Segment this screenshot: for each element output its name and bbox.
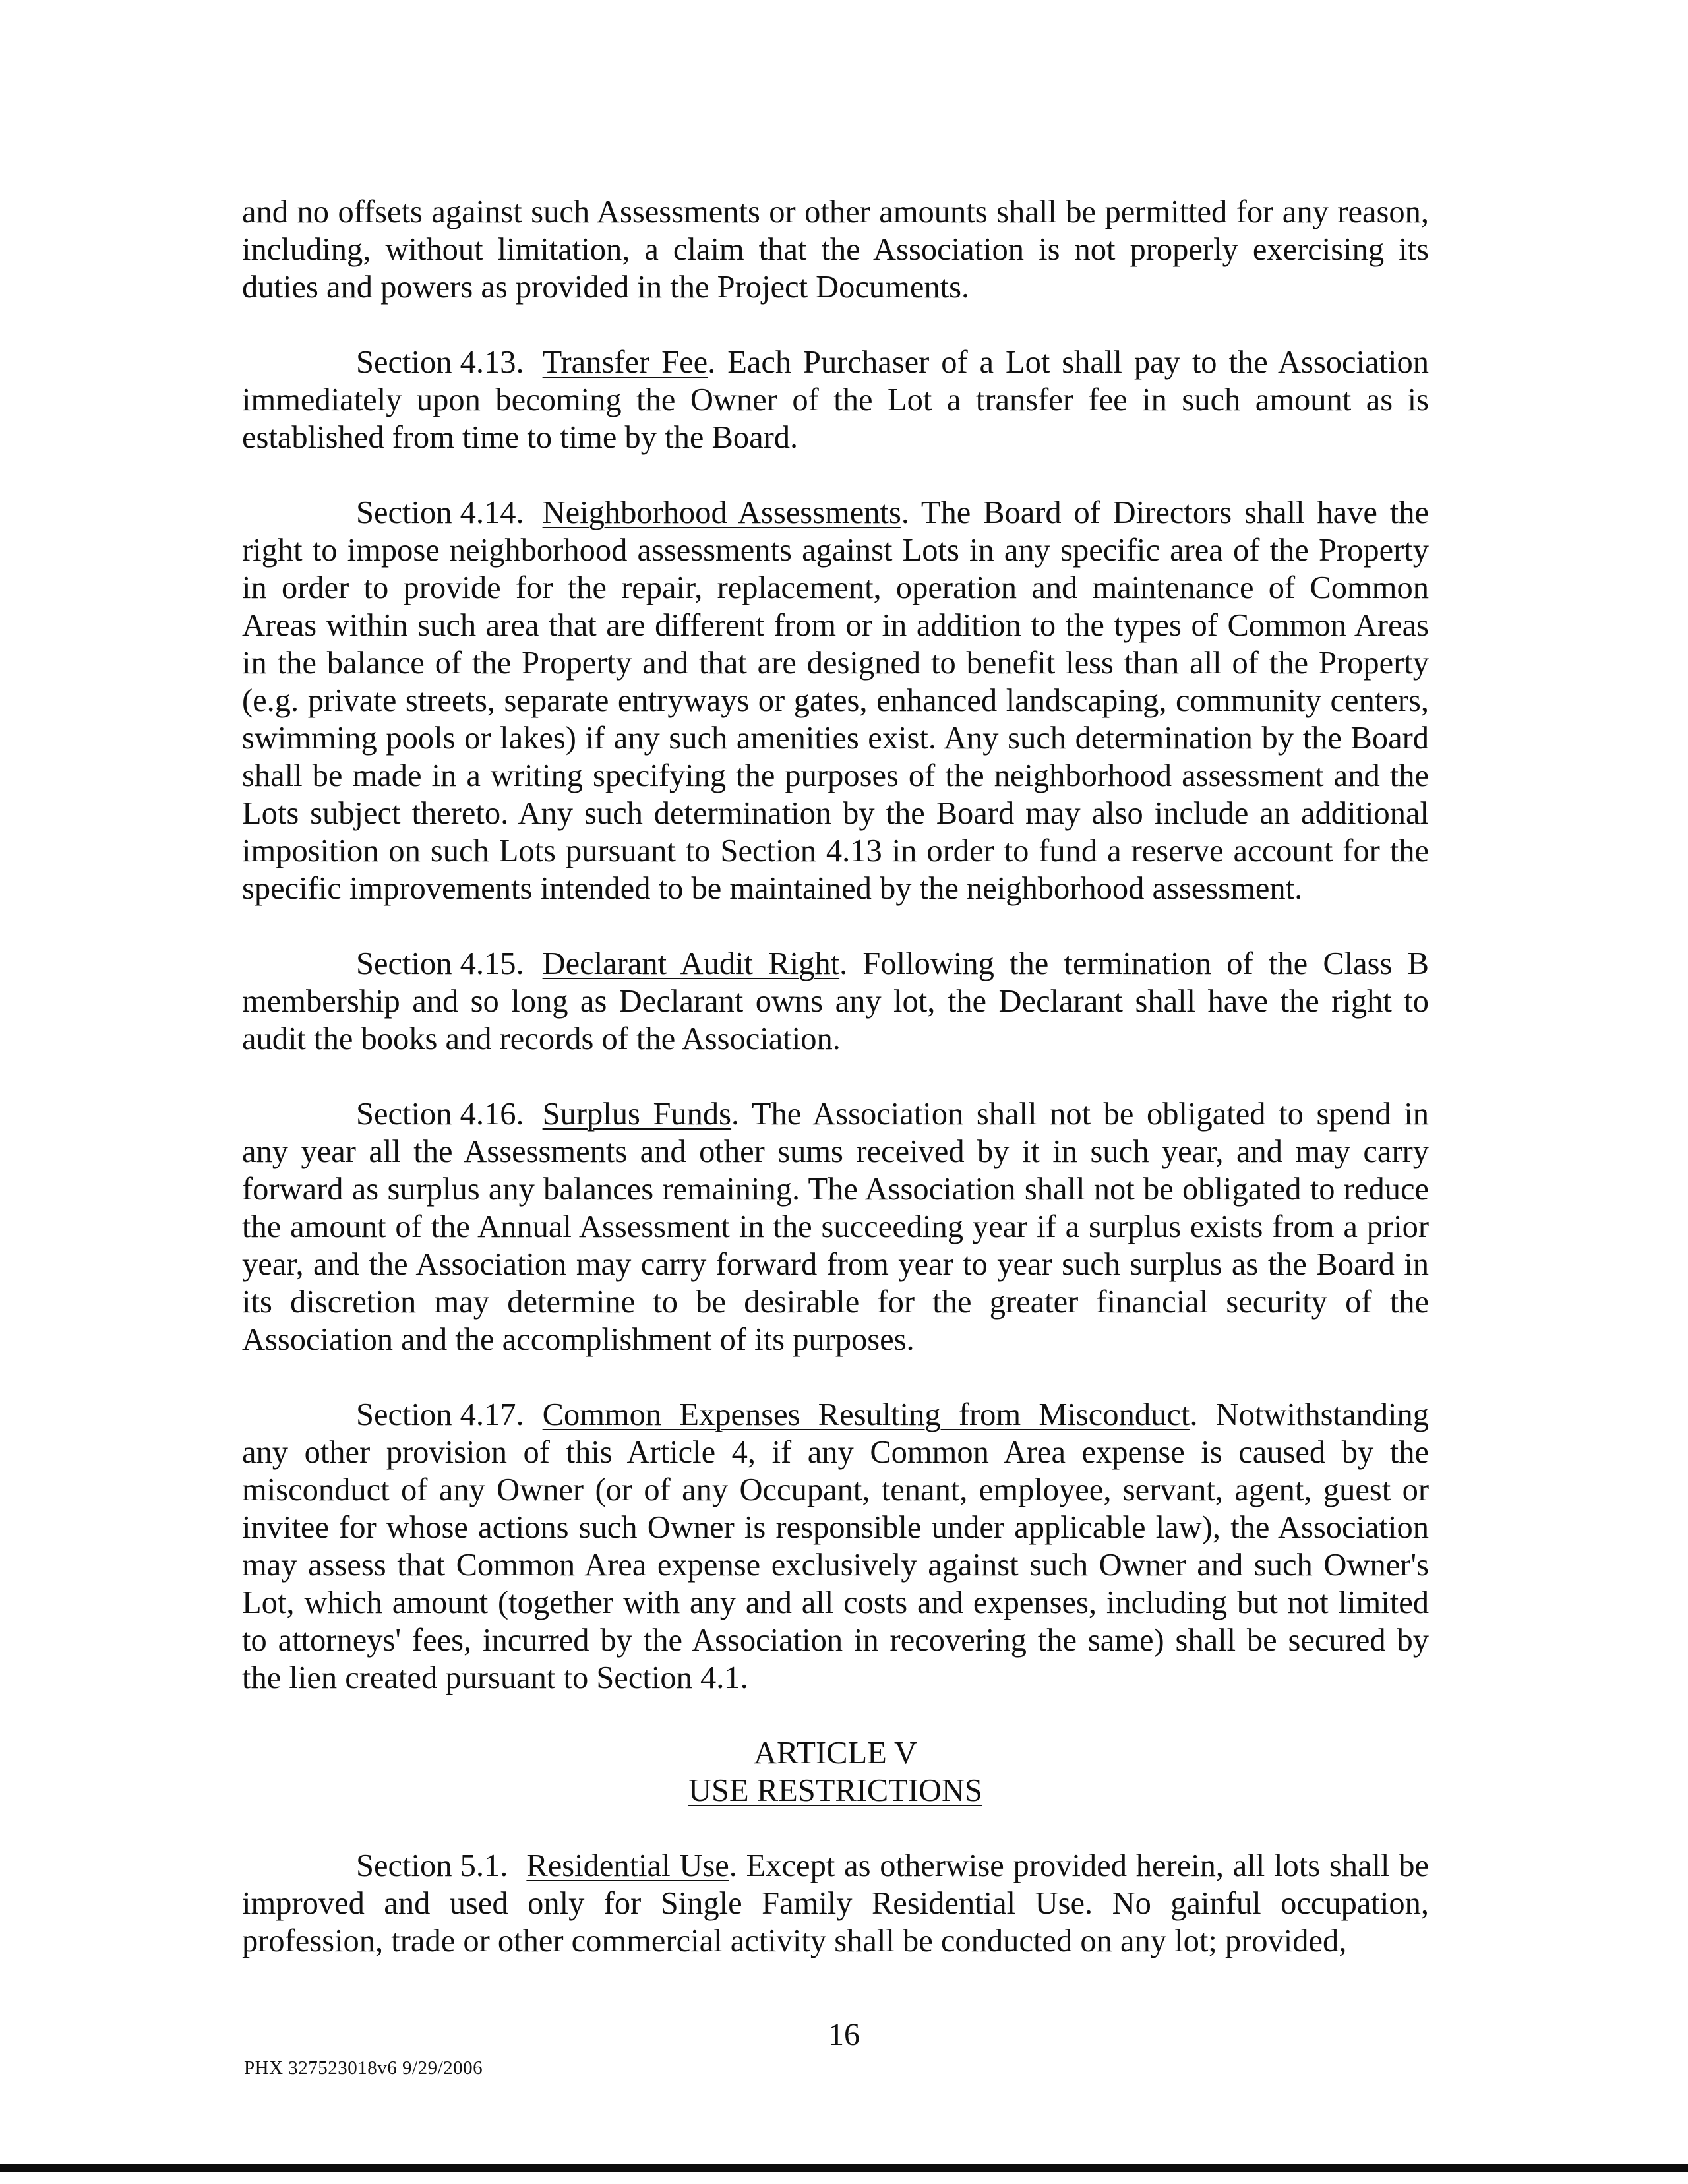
section-5-1-paragraph [242,1847,1429,1960]
continuation-paragraph: and no offsets against such Assessments or other amounts shall be permitted for any reason, including, without limitation, a claim that the Association is not properly exercising its duties and powers as provided in the Project Documents. [242,195,1429,305]
section-number: Section 4.16. [356,1097,524,1132]
section-number: Section 4.15. [356,946,524,981]
section-4-15-paragraph [242,945,1429,1058]
bottom-scan-edge [0,2164,1688,2172]
section-title: Neighborhood Assessments [542,495,901,530]
section-title: Transfer Fee [542,345,708,380]
section-title: Common Expenses Resulting from Misconduct [542,1397,1190,1432]
page-number: 16 [828,2017,860,2052]
section-number: Section 5.1. [356,1848,508,1883]
section-title: Residential Use [526,1848,729,1883]
article-title: USE RESTRICTIONS [688,1773,982,1808]
section-4-16-paragraph [242,1095,1429,1358]
section-title: Declarant Audit Right [542,946,840,981]
section-4-17-paragraph [242,1396,1429,1697]
section-body: . Following the termination of the Class B membership and so long as Declarant owns any lot, the Declarant shall have the right to audit the books and records of the Association. [242,946,1429,1056]
article-label: ARTICLE V [753,1736,918,1771]
section-body: . The Association shall not be obligated to spend in any year all the Assessments and other sums received by it in such year, and may carry forward as surplus any balances remaining. The Association shall not be obligated to reduce the amount of the Annual Assessment in the succeeding year if a surplus exists from a prior year, and the Association may carry forward from year to year such surplus as the Board in its discretion may determine to be desirable for the greater financial security of the Association and the accomplishment of its purposes. [242,1097,1429,1357]
section-number: Section 4.13. [356,345,524,380]
section-body: . The Board of Directors shall have the right to impose neighborhood assessments against Lots in any specific area of the Property in order to provide for the repair, replacement, operation and maintenance of Common Areas within such area that are different from or in addition to the types of Common Areas in the balance of the Property and that are designed to benefit less than all of the Property (e.g. private streets, separate entryways or gates, enhanced landscaping, community centers, swimming pools or lakes) if any such amenities exist. Any such determination by the Board shall be made in a writing specifying the purposes of the neighborhood assessment and the Lots subject thereto. Any such determination by the Board may also include an additional imposition on such Lots pursuant to Section 4.13 in order to fund a reserve account for the specific improvements intended to be maintained by the neighborhood assessment. [242,495,1429,906]
section-4-14-paragraph [242,494,1429,907]
document-id: PHX 327523018v6 9/29/2006 [244,2057,483,2078]
document-body [242,193,1429,1997]
section-body: . Except as otherwise provided herein, all lots shall be improved and used only for Single Family Residential Use. No gainful occupation, profession, trade or other commercial activity shall be conducted on any lot; provided, [242,1848,1429,1958]
article-heading [242,1734,1429,1809]
section-body: . Notwithstanding any other provision of this Article 4, if any Common Area expense is caused by the misconduct of any Owner (or of any Occupant, tenant, employee, servant, agent, guest or invitee for whose actions such Owner is responsible under applicable law), the Association may assess that Common Area expense exclusively against such Owner and such Owner's Lot, which amount (together with any and all costs and expenses, including but not limited to attorneys' fees, incurred by the Association in recovering the same) shall be secured by the lien created pursuant to Section 4.1. [242,1397,1429,1695]
section-number: Section 4.14. [356,495,524,530]
section-title: Surplus Funds [542,1097,732,1132]
section-number: Section 4.17. [356,1397,524,1432]
section-4-13-paragraph [242,344,1429,456]
section-body: . Each Purchaser of a Lot shall pay to the Association immediately upon becoming the Owner of the Lot a transfer fee in such amount as is established from time to time by the Board. [242,345,1429,455]
